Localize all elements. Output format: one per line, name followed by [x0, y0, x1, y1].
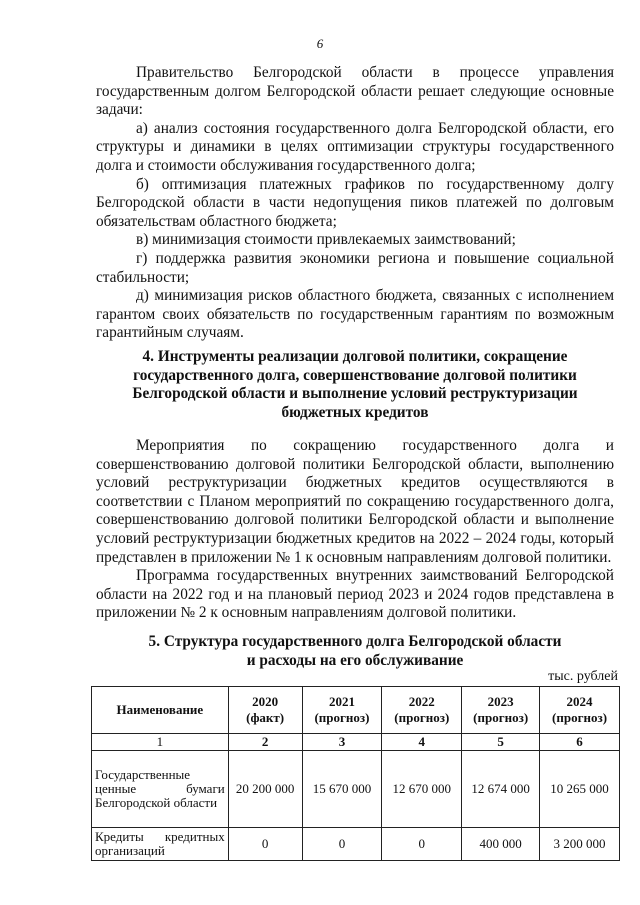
- table-row: [92, 828, 620, 861]
- section4-heading: 4. Инструменты реализации долговой политики, сокращение государственного долга, совершенствование долговой политики Белгородской области и выполнение условий реструктуризации бюджетных кредитов: [132, 348, 578, 421]
- column-number: 5: [462, 734, 540, 751]
- header-2024: 2024 (прогноз): [540, 687, 620, 734]
- column-number: 1: [92, 734, 229, 751]
- cell-value: 3 200 000: [540, 828, 620, 861]
- cell-value: 12 670 000: [382, 751, 462, 828]
- debt-structure-table: [91, 686, 620, 861]
- column-number: 6: [540, 734, 620, 751]
- section4-paragraph-2: Программа государственных внутренних заимствований Белгородской области на 2022 год и на плановый период 2023 и 2024 годов представлена в приложении № 2 к основным направлениям долговой политики.: [96, 567, 614, 622]
- section4-paragraph-1: Мероприятия по сокращению государственного долга и совершенствованию долговой политики Белгородской области, выполнению условий реструктуризации бюджетных кредитов осуществляются в соответствии с Планом мероприятий по сокращению государственного долга, совершенствованию долговой политики Белгородской области и выполнение условий реструктуризации бюджетных кредитов на 2022 – 2024 годы, который представлен в приложении № 1 к основным направлениям долговой политики.: [96, 437, 614, 566]
- column-number: 3: [302, 734, 382, 751]
- column-number: 2: [228, 734, 302, 751]
- unit-label: тыс. рублей: [548, 669, 618, 684]
- cell-value: 15 670 000: [302, 751, 382, 828]
- task-b: б) оптимизация платежных графиков по государственному долгу Белгородской области в части недопущения пиков платежей по долговым обязательствам областного бюджета;: [96, 175, 614, 230]
- table-header-row: [92, 687, 620, 734]
- tasks-block: [96, 64, 614, 343]
- task-a: а) анализ состояния государственного долга Белгородской области, его структуры и динамики в целях оптимизации структуры государственного долга и стоимости обслуживания государственного долга;: [96, 119, 614, 174]
- header-2021: 2021 (прогноз): [302, 687, 382, 734]
- header-2020: 2020 (факт): [228, 687, 302, 734]
- column-number: 4: [382, 734, 462, 751]
- header-name: Наименование: [92, 687, 229, 734]
- row-name: Кредиты кредитных организаций: [92, 828, 229, 861]
- cell-value: 0: [302, 828, 382, 861]
- table-row: [92, 751, 620, 828]
- cell-value: 20 200 000: [228, 751, 302, 828]
- intro-paragraph: Правительство Белгородской области в процессе управления государственным долгом Белгородской области решает следующие основные задачи:: [96, 64, 614, 119]
- cell-value: 400 000: [462, 828, 540, 861]
- task-c: в) минимизация стоимости привлекаемых заимствований;: [136, 231, 516, 249]
- header-2023: 2023 (прогноз): [462, 687, 540, 734]
- section5-heading: 5. Структура государственного долга Белгородской области и расходы на его обслуживание: [148, 633, 562, 669]
- section4-body: [96, 437, 614, 623]
- column-numbers-row: [92, 734, 620, 751]
- cell-value: 12 674 000: [462, 751, 540, 828]
- task-d: г) поддержка развития экономики региона и повышение социальной стабильности;: [96, 249, 614, 286]
- page-number: 6: [316, 36, 324, 51]
- header-2022: 2022 (прогноз): [382, 687, 462, 734]
- cell-value: 0: [382, 828, 462, 861]
- cell-value: 0: [228, 828, 302, 861]
- task-e: д) минимизация рисков областного бюджета, связанных с исполнением гарантом своих обязательств по государственным гарантиям по возможным гарантийным случаям.: [96, 287, 614, 342]
- cell-value: 10 265 000: [540, 751, 620, 828]
- row-name: Государственные ценные бумаги Белгородской области: [92, 751, 229, 828]
